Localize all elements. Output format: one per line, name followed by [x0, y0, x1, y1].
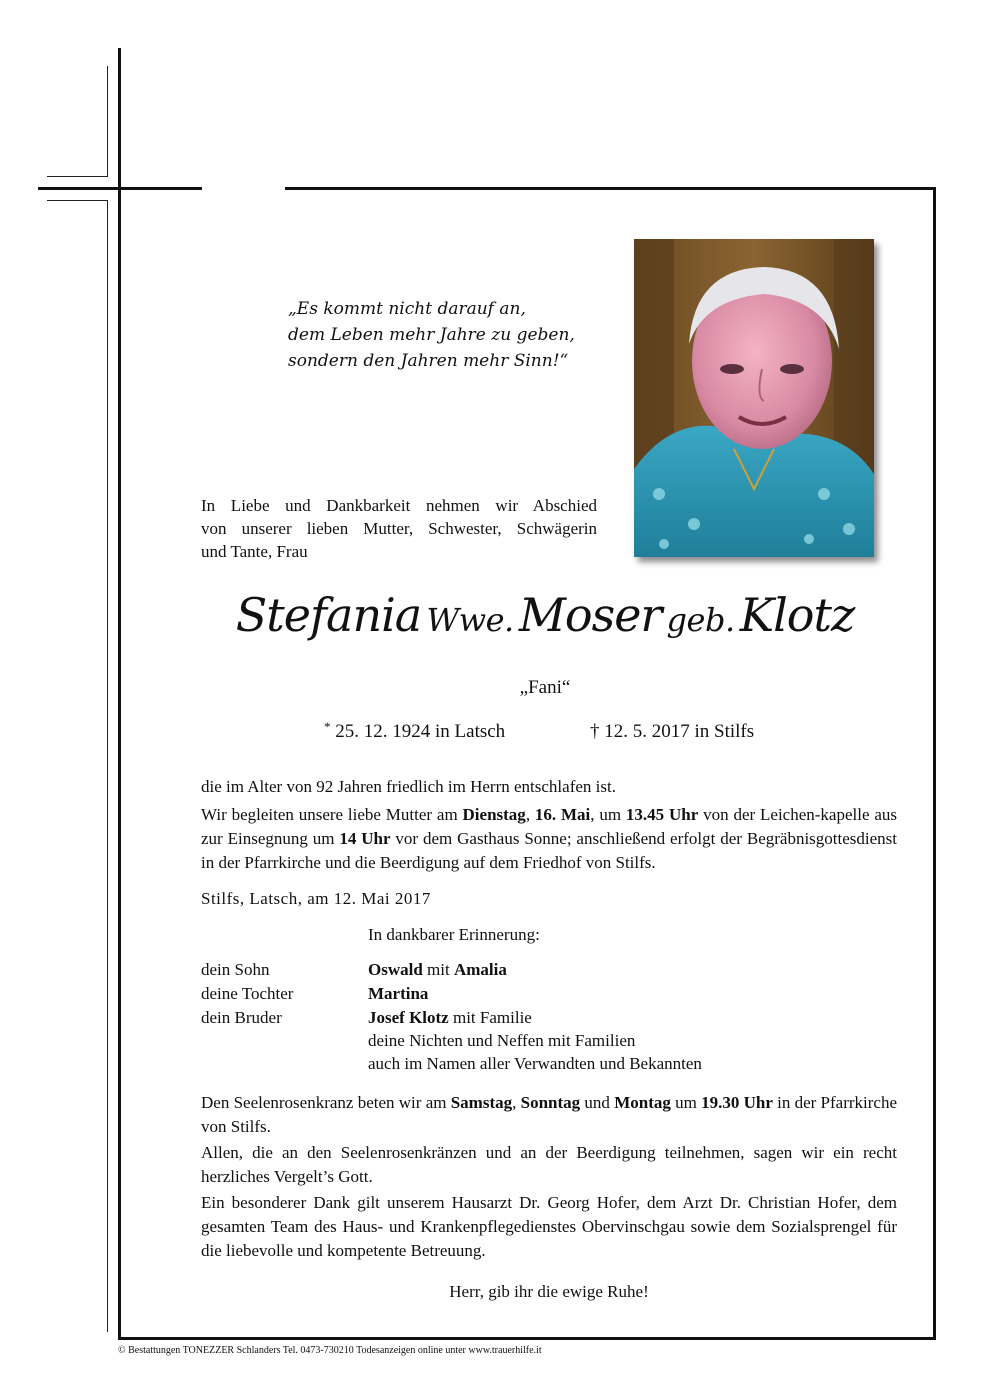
quote-line: sondern den Jahren mehr Sinn!“	[288, 351, 569, 371]
quote-line: „Es kommt nicht darauf an,	[288, 299, 526, 319]
death-text: 12. 5. 2017 in Stilfs	[604, 721, 755, 742]
cross-arm-left	[38, 187, 202, 190]
relative-relation: dein Bruder	[201, 1008, 282, 1027]
intro-line: von unserer lieben Mutter, Schwester, Schwägerin	[201, 519, 597, 538]
relative-relation: dein Sohn	[201, 960, 270, 979]
portrait-photo	[634, 239, 874, 557]
thanks-all: Allen, die an den Seelenrosenkränzen und an der Beerdigung teilnehmen, sagen wir ein recht herzliches Vergelt’s Gott.	[201, 1143, 897, 1186]
age-text: die im Alter von 92 Jahren friedlich im Herrn entschlafen ist.	[201, 777, 616, 796]
cross-inner-horizontal-line	[47, 176, 108, 177]
birth-star-icon: *	[324, 719, 331, 734]
remembrance-heading: In dankbarer Erinnerung:	[368, 925, 540, 944]
cross-vertical-line	[118, 48, 121, 1340]
relative-names: Martina	[368, 984, 429, 1003]
footer-credit: © Bestattungen TONEZZER Schlanders Tel. 0473-730210 Todesanzeigen online unter www.trauerhilfe.it	[118, 1345, 542, 1356]
nickname: „Fani“	[519, 677, 571, 698]
intro-line: In Liebe und Dankbarkeit nehmen wir Abschied	[201, 496, 597, 515]
birth-text: 25. 12. 1924 in Latsch	[335, 721, 506, 742]
frame-top-line	[285, 187, 936, 190]
widow-abbrev: Wwe.	[426, 601, 514, 639]
frame-bottom-line	[118, 1337, 936, 1340]
death-date	[590, 721, 754, 743]
relative-names: Oswald mit Amalia	[368, 960, 507, 979]
cross-inner-vertical-line-lower	[107, 200, 108, 1332]
birth-date	[324, 721, 505, 743]
intro-text	[201, 494, 597, 563]
deceased-name	[150, 588, 940, 658]
relative-names: Josef Klotz mit Familie	[368, 1008, 532, 1027]
frame-right-line	[933, 187, 936, 1340]
first-name: Stefania	[235, 588, 422, 642]
funeral-text: Wir begleiten unsere liebe Mutter am Dienstag, 16. Mai, um 13.45 Uhr von der Leichen-kapelle aus zur Einsegnung um 14 Uhr vor dem Gasthaus Sonne; anschließend erfolgt der Begräbnisgottesdienst in der Pfarrkirche und die Beerdigung auf dem Friedhof von Stilfs.	[201, 805, 898, 872]
quote-line: dem Leben mehr Jahre zu geben,	[288, 325, 575, 345]
intro-line: und Tante, Frau	[201, 542, 308, 561]
relatives-extra-line: deine Nichten und Neffen mit Familien	[368, 1031, 636, 1050]
born-abbrev: geb.	[666, 601, 735, 639]
cross-inner-horizontal-line-lower	[47, 200, 108, 201]
relative-relation: deine Tochter	[201, 984, 294, 1003]
quote	[288, 296, 608, 374]
cross-inner-vertical-line	[107, 66, 108, 176]
thanks-special: Ein besonderer Dank gilt unserem Hausarzt Dr. Georg Hofer, dem Arzt Dr. Christian Hofer, dem gesamten Team des Haus- und Krankenpflegedienstes Obervinschgau sowie dem Sozialsprengel für die liebevolle und kompetente Betreuung.	[201, 1193, 897, 1260]
closing-prayer: Herr, gib ihr die ewige Ruhe!	[449, 1282, 649, 1301]
surname: Moser	[518, 588, 662, 642]
place-date: Stilfs, Latsch, am 12. Mai 2017	[201, 889, 431, 908]
maiden-name: Klotz	[739, 588, 855, 642]
rosary-text: Den Seelenrosenkranz beten wir am Samstag, Sonntag und Montag um 19.30 Uhr in der Pfarrkirche von Stilfs.	[201, 1093, 898, 1136]
death-cross-icon: †	[590, 721, 600, 742]
relatives-extra-line: auch im Namen aller Verwandten und Bekannten	[368, 1054, 702, 1073]
